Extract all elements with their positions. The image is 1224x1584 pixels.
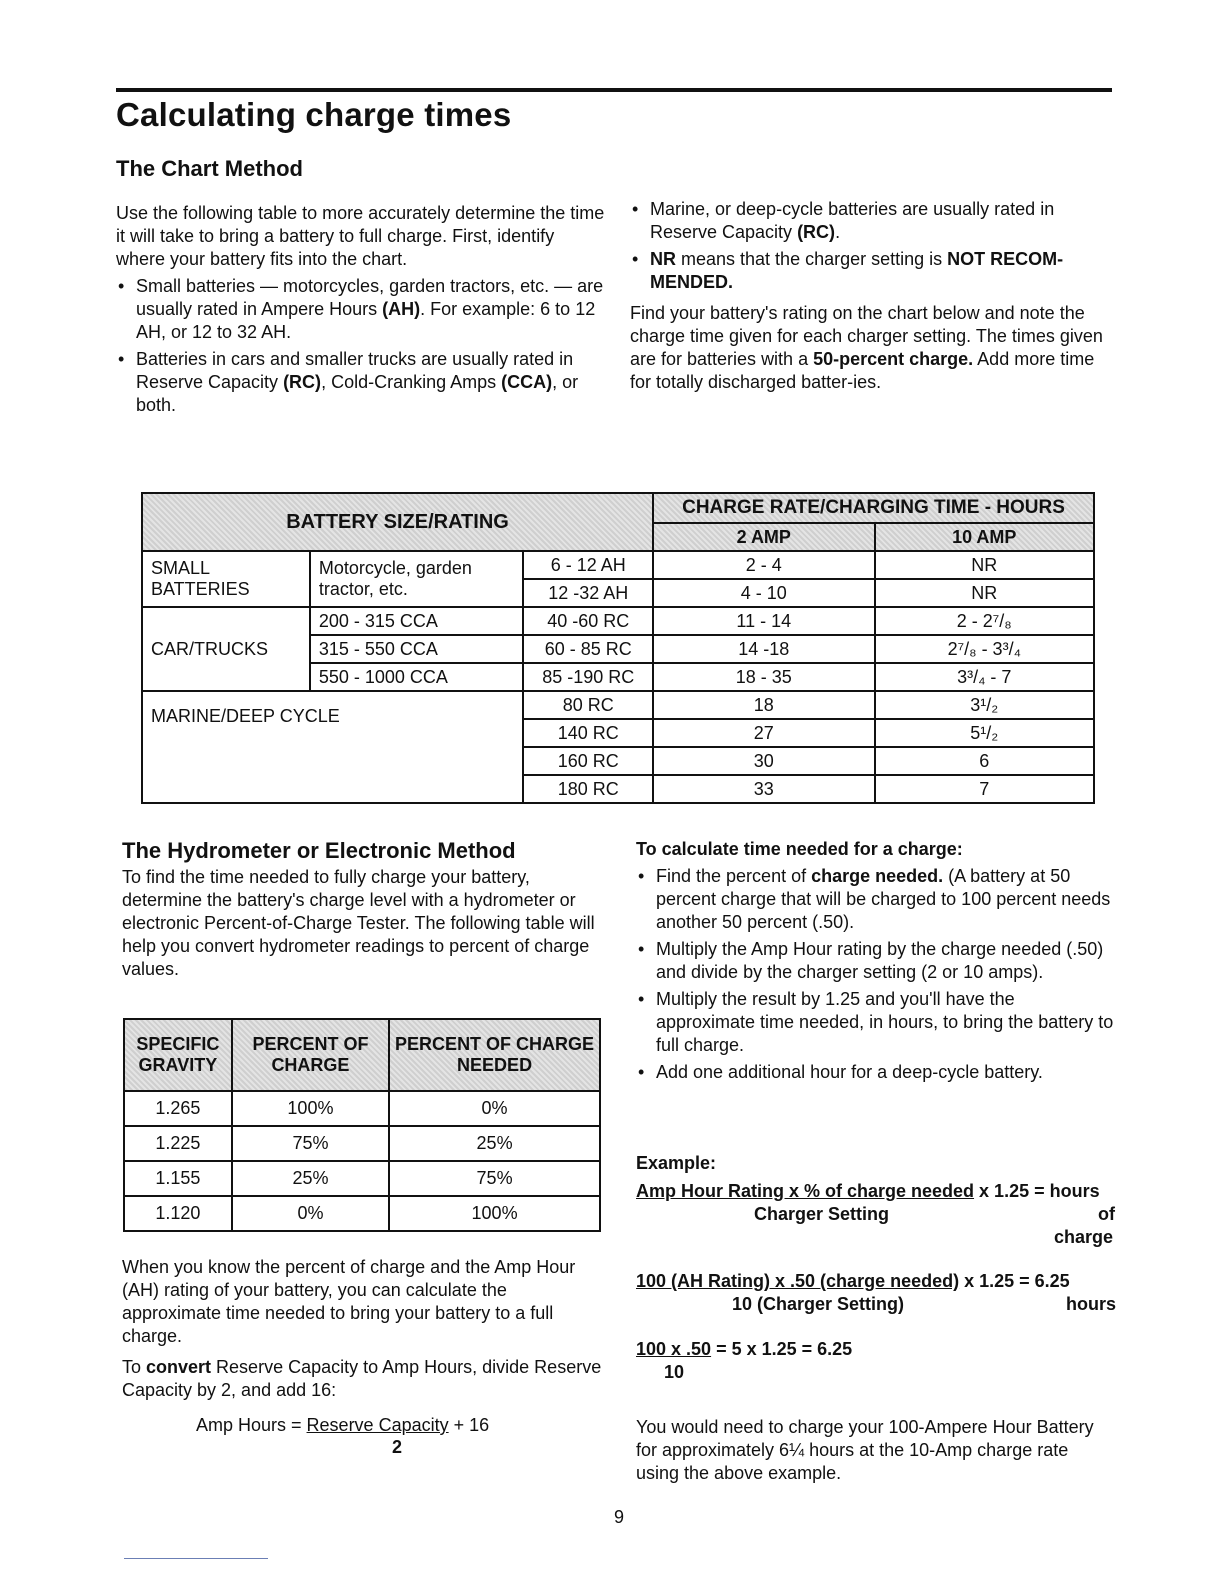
example-formula-1: Amp Hour Rating x % of charge needed x 1.25 = hours [636,1181,1100,1201]
needed-cell: 25% [389,1126,600,1161]
charge-rate-table [141,492,1095,804]
calc-bullet-2: • Multiply the Amp Hour rating by the charge needed (.50) and divide by the charger setting (2 or 10 amps). [636,938,1116,984]
cca-cell: 315 - 550 CCA [310,635,524,663]
example-formula-3: 100 x .50 = 5 x 1.25 = 6.25 [636,1339,853,1359]
hydrometer-intro: To find the time needed to fully charge your battery, determine the battery's charge level with a hydrometer or electronic Percent-of-Charge Tester. The following table will help you convert hydrometer readings to percent of charge values. [122,867,595,979]
rating-cell: 80 RC [523,691,653,719]
ten-amp-cell: 3¹/₂ [875,691,1095,719]
rating-cell: 180 RC [523,775,653,803]
chart-method-left-column [116,202,606,417]
specific-gravity-header: SPECIFIC GRAVITY [124,1019,232,1091]
hydrometer-heading: The Hydrometer or Electronic Method [122,838,516,863]
amp-hours-formula-denominator: 2 [392,1437,403,1457]
two-amp-cell: 14 -18 [653,635,874,663]
amp-hours-formula: Amp Hours = Reserve Capacity + 16 [196,1415,490,1435]
percent-charge-header: PERCENT OF CHARGE [232,1019,389,1091]
percent-cell: 75% [232,1126,389,1161]
page-title: Calculating charge times [116,96,512,133]
ten-amp-cell: 2 - 2⁷/₈ [875,607,1095,635]
chart-method-intro: Use the following table to more accurately determine the time it will take to bring a battery to full charge. First, identify where your battery fits into the chart. [116,203,605,269]
ten-amp-cell: NR [875,551,1095,579]
bullet-cars-trucks: • Batteries in cars and smaller trucks are usually rated in Reserve Capacity (RC), Cold-Cranking Amps (CCA), or both. [116,348,606,417]
bullet-small-batteries: • Small batteries — motorcycles, garden tractors, etc. — are usually rated in Ampere Hours (AH). For example: 6 to 12 AH, or 12 to 32 AH. [116,275,606,344]
ten-amp-header: 10 AMP [875,523,1095,551]
calculate-heading: To calculate time needed for a charge: [636,839,963,859]
cca-cell: 200 - 315 CCA [310,607,524,635]
two-amp-cell: 2 - 4 [653,551,874,579]
calculate-section [636,838,1116,1084]
two-amp-cell: 4 - 10 [653,579,874,607]
example-formula-2: 100 (AH Rating) x .50 (charge needed) x 1.25 = 6.25 [636,1271,1070,1291]
rating-cell: 140 RC [523,719,653,747]
rating-cell: 160 RC [523,747,653,775]
percent-cell: 25% [232,1161,389,1196]
chart-method-heading: The Chart Method [116,156,303,181]
gravity-cell: 1.225 [124,1126,232,1161]
two-amp-cell: 30 [653,747,874,775]
footer-line [124,1558,268,1559]
example-label: Example: [636,1153,717,1173]
battery-size-header: BATTERY SIZE/RATING [142,493,653,551]
title-rule [116,88,1112,92]
rating-cell: 12 -32 AH [523,579,653,607]
percent-cell: 0% [232,1196,389,1231]
rating-cell: 6 - 12 AH [523,551,653,579]
car-trucks-label: CAR/TRUCKS [142,607,310,691]
rating-cell: 85 -190 RC [523,663,653,691]
calc-bullet-4: • Add one additional hour for a deep-cycle battery. [636,1061,1116,1084]
ten-amp-cell: NR [875,579,1095,607]
example-formula-1-denominator: Charger Setting [754,1204,890,1224]
needed-cell: 100% [389,1196,600,1231]
ten-amp-cell: 2⁷/₈ - 3³/₄ [875,635,1095,663]
ten-amp-cell: 3³/₄ - 7 [875,663,1095,691]
hydrometer-table [123,1018,601,1232]
two-amp-cell: 11 - 14 [653,607,874,635]
two-amp-cell: 18 - 35 [653,663,874,691]
ten-amp-cell: 6 [875,747,1095,775]
small-batteries-desc: Motorcycle, garden tractor, etc. [310,551,524,607]
bullet-nr: • NR means that the charger setting is NOT RECOM-MENDED. [630,248,1112,294]
charge-rate-header: CHARGE RATE/CHARGING TIME - HOURS [653,493,1094,523]
ten-amp-cell: 7 [875,775,1095,803]
calc-bullet-1: • Find the percent of charge needed. (A battery at 50 percent charge that will be charged to 100 percent needs another 50 percent (.50). [636,865,1116,934]
cca-cell: 550 - 1000 CCA [310,663,524,691]
rating-cell: 40 -60 RC [523,607,653,635]
find-rating-paragraph: Find your battery's rating on the chart below and note the charge time given for each charger setting. The times given are for batteries with a 50-percent charge. Add more time for totally discharged batter-ies. [630,303,1103,392]
two-amp-cell: 27 [653,719,874,747]
conclusion-paragraph: You would need to charge your 100-Ampere Hour Battery for approximately 6¼ hours at the 10-Amp charge rate using the above example. [636,1417,1094,1483]
gravity-cell: 1.265 [124,1091,232,1126]
example-formula-2-denominator: 10 (Charger Setting) [732,1294,905,1314]
marine-label: MARINE/DEEP CYCLE [142,691,523,803]
needed-cell: 0% [389,1091,600,1126]
two-amp-cell: 18 [653,691,874,719]
gravity-cell: 1.120 [124,1196,232,1231]
two-amp-cell: 33 [653,775,874,803]
example-of-label: of [1098,1204,1115,1224]
page-number: 9 [614,1507,625,1527]
chart-method-right-column [630,198,1112,394]
needed-cell: 75% [389,1161,600,1196]
rating-cell: 60 - 85 RC [523,635,653,663]
ten-amp-cell: 5¹/₂ [875,719,1095,747]
small-batteries-label: SMALL BATTERIES [142,551,310,607]
example-hours-label: hours [1066,1294,1117,1314]
bullet-marine: • Marine, or deep-cycle batteries are usually rated in Reserve Capacity (RC). [630,198,1112,244]
calc-bullet-3: • Multiply the result by 1.25 and you'll have the approximate time needed, in hours, to bring the battery to full charge. [636,988,1116,1057]
percent-cell: 100% [232,1091,389,1126]
percent-needed-header: PERCENT OF CHARGE NEEDED [389,1019,600,1091]
gravity-cell: 1.155 [124,1161,232,1196]
example-formula-3-denominator: 10 [664,1362,685,1382]
example-charge-label: charge [1054,1227,1114,1247]
two-amp-header: 2 AMP [653,523,874,551]
hydrometer-after: When you know the percent of charge and the Amp Hour (AH) rating of your battery, you can calculate the approximate time needed to bring your battery to a full charge. [122,1257,576,1346]
convert-paragraph: To convert Reserve Capacity to Amp Hours, divide Reserve Capacity by 2, and add 16: [122,1357,602,1400]
